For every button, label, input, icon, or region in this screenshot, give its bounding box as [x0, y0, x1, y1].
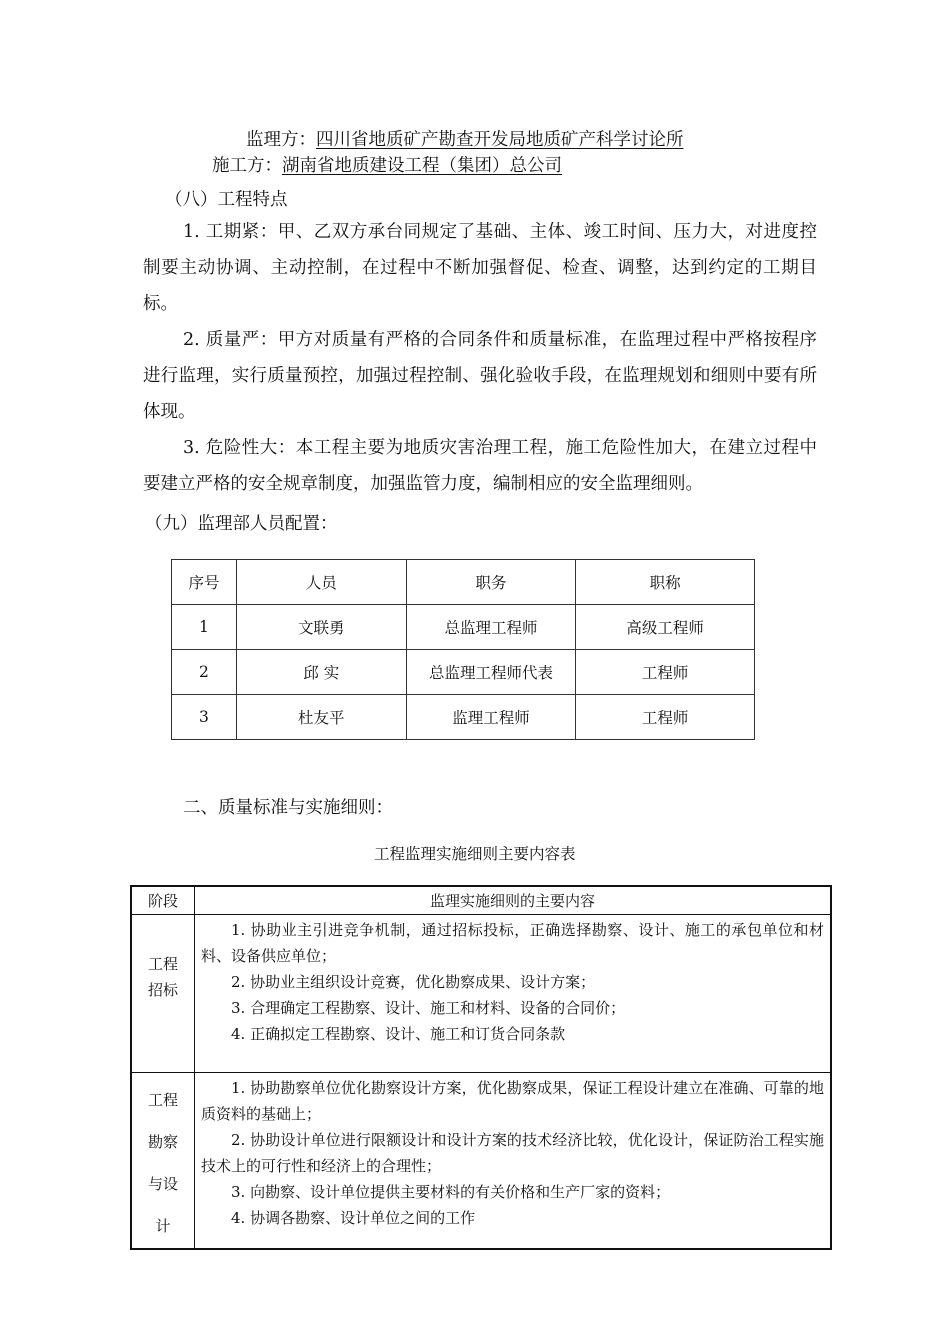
stage-cell-survey-design [131, 1073, 195, 1250]
staff-cell: 监理工程师 [406, 695, 576, 740]
staff-header-row [172, 560, 755, 605]
plan-table-title: 工程监理实施细则主要内容表 [374, 845, 576, 863]
staff-cell: 总监理工程师 [406, 605, 576, 650]
list-item: 4. 正确拟定工程勘察、设计、施工和订货合同条款 [231, 1025, 566, 1043]
stage-label-line: 勘察 [147, 1133, 178, 1151]
contractor-name: 湖南省地质建设工程（集团）总公司 [282, 156, 562, 176]
supervisor-label: 监理方： [246, 130, 316, 150]
stage-cell-bidding [131, 915, 195, 1073]
stage-label-line: 工程 [147, 1091, 178, 1109]
staff-cell: 杜友平 [236, 695, 406, 740]
list-item: 3. 向勘察、设计单位提供主要材料的有关价格和生产厂家的资料； [231, 1183, 671, 1201]
staff-cell: 邱 实 [236, 650, 406, 695]
plan-table [130, 885, 832, 1250]
staff-header-cell: 序号 [172, 560, 237, 605]
section2-title: 二、质量标准与实施细则： [183, 798, 393, 818]
stage-content-bidding [195, 915, 832, 1073]
section8-title: （八）工程特点 [165, 190, 288, 210]
stage-label-line: 招标 [147, 981, 178, 999]
staff-cell: 总监理工程师代表 [406, 650, 576, 695]
list-item: 3. 合理确定工程勘察、设计、施工和材料、设备的合同价； [231, 999, 626, 1017]
list-item: 1. 协助业主引进竞争机制，通过招标投标，正确选择勘察、设计、施工的承包单位和材料、设备供应单位； [201, 921, 824, 965]
table-row [172, 605, 755, 650]
feature-paragraph-1: 1. 工期紧：甲、乙双方承台同规定了基础、主体、竣工时间、压力大，对进度控制要主动协调、主动控制，在过程中不断加强督促、检查、调整，达到约定的工期目标。 [143, 222, 817, 314]
staff-cell: 1 [172, 605, 237, 650]
feature-paragraph-2: 2. 质量严：甲方对质量有严格的合同条件和质量标准，在监理过程中严格按程序进行监理，实行质量预控，加强过程控制、强化验收手段，在监理规划和细则中要有所体现。 [143, 330, 817, 422]
table-row [172, 695, 755, 740]
contractor-label: 施工方： [212, 156, 282, 176]
staff-cell: 2 [172, 650, 237, 695]
table-row [131, 1073, 831, 1250]
staff-header-cell: 职称 [576, 560, 755, 605]
contractor-line [212, 152, 562, 177]
staff-cell: 高级工程师 [576, 605, 755, 650]
stage-label-line: 工程 [147, 955, 178, 973]
staff-table [171, 559, 755, 740]
stage-label-line: 计 [155, 1217, 171, 1235]
staff-cell: 工程师 [576, 695, 755, 740]
plan-header-row [131, 886, 831, 915]
supervisor-line [246, 126, 684, 151]
table-row [131, 915, 831, 1073]
list-item: 1. 协助勘察单位优化勘察设计方案，优化勘察成果，保证工程设计建立在准确、可靠的地质资料的基础上； [201, 1079, 824, 1123]
staff-cell: 文联勇 [236, 605, 406, 650]
feature-paragraph-3: 3. 危险性大：本工程主要为地质灾害治理工程，施工危险性加大，在建立过程中要建立严格的安全规章制度，加强监管力度，编制相应的安全监理细则。 [143, 438, 817, 494]
table-row [172, 650, 755, 695]
stage-content-survey-design [195, 1073, 832, 1250]
staff-cell: 3 [172, 695, 237, 740]
plan-header-cell: 阶段 [131, 886, 195, 915]
plan-header-cell: 监理实施细则的主要内容 [195, 886, 832, 915]
section9-title: （九）监理部人员配置： [145, 514, 338, 534]
list-item: 2. 协助业主组织设计竞赛，优化勘察成果、设计方案； [231, 973, 596, 991]
supervisor-name: 四川省地质矿产勘查开发局地质矿产科学讨论所 [316, 130, 684, 150]
stage-label-line: 与设 [147, 1175, 178, 1193]
list-item: 4. 协调各勘察、设计单位之间的工作 [231, 1209, 476, 1227]
list-item: 2. 协助设计单位进行限额设计和设计方案的技术经济比较，优化设计，保证防治工程实施技术上的可行性和经济上的合理性； [201, 1131, 824, 1175]
staff-header-cell: 人员 [236, 560, 406, 605]
staff-header-cell: 职务 [406, 560, 576, 605]
staff-cell: 工程师 [576, 650, 755, 695]
